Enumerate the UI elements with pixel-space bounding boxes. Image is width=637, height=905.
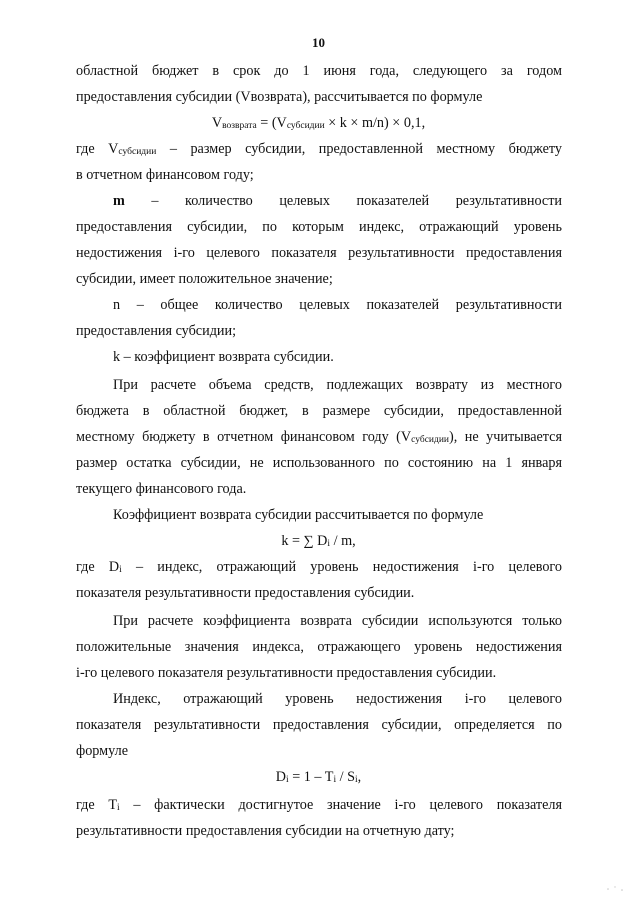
- paragraph-line: недостижения i-го целевого показателя результативности предоставления: [76, 245, 562, 261]
- paragraph-line: текущего финансового года.: [76, 481, 247, 497]
- paragraph-line: n – общее количество целевых показателей результативности: [113, 297, 562, 313]
- paragraph-line: При расчете коэффициента возврата субсидии используются только: [113, 613, 562, 629]
- paragraph-line: в отчетном финансовом году;: [76, 167, 254, 183]
- page-number: 10: [312, 35, 325, 50]
- paragraph-line: где $T_i$ – фактически достигнутое значение i-го целевого показателя: [76, 797, 563, 813]
- paragraph-line: предоставления субсидии, по которым индекс, отражающий уровень: [76, 219, 562, 235]
- paragraph-line: При расчете объема средств, подлежащих возврату из местного: [113, 377, 562, 393]
- paragraph-line: Индекс, отражающий уровень недостижения i-го целевого: [113, 691, 562, 707]
- paragraph-line: где $D_i$ – индекс, отражающий уровень недостижения i-го целевого: [76, 559, 562, 575]
- paragraph-line: областной бюджет в срок до 1 июня года, следующего за годом: [76, 63, 562, 79]
- formula-di: $D_i = 1 - T_i / S_i$,: [275, 769, 362, 785]
- paragraph-line: результативности предоставления субсидии на отчетную дату;: [76, 823, 455, 839]
- paragraph-line: i-го целевого показателя результативности предоставления субсидии.: [76, 665, 497, 681]
- formula-k: k = ∑ $D_i$ / m,: [281, 533, 356, 549]
- paragraph-line: размер остатка субсидии, не использованного по состоянию на 1 января: [76, 455, 562, 471]
- formula-v-return: $V_{возврата} = (V_{субсидии} \times k \times m/n) \times 0,1$,: [211, 115, 426, 131]
- paragraph-line: показателя результативности предоставления субсидии, определяется по: [76, 717, 562, 733]
- paragraph-line: субсидии, имеет положительное значение;: [76, 271, 333, 287]
- paragraph-line: предоставления субсидии;: [76, 323, 237, 339]
- paragraph-line: предоставления субсидии (Vвозврата), рассчитывается по формуле: [76, 89, 483, 105]
- paragraph-line: формуле: [76, 743, 128, 759]
- paragraph-line: k – коэффициент возврата субсидии.: [113, 349, 334, 365]
- scan-specks: [605, 883, 627, 893]
- paragraph-line: Коэффициент возврата субсидии рассчитывается по формуле: [113, 507, 484, 523]
- paragraph-line: положительные значения индекса, отражающего уровень недостижения: [76, 639, 562, 655]
- paragraph-line: местному бюджету в отчетном финансовом году $(V_{субсидии})$, не учитывается: [76, 429, 562, 445]
- paragraph-line: показателя результативности предоставления субсидии.: [76, 585, 415, 601]
- paragraph-line: бюджета в областной бюджет, в размере субсидии, предоставленной: [76, 403, 562, 419]
- paragraph-line: m – количество целевых показателей результативности: [113, 193, 562, 209]
- paragraph-line: где $V_{субсидии}$ – размер субсидии, предоставленной местному бюджету: [76, 141, 563, 157]
